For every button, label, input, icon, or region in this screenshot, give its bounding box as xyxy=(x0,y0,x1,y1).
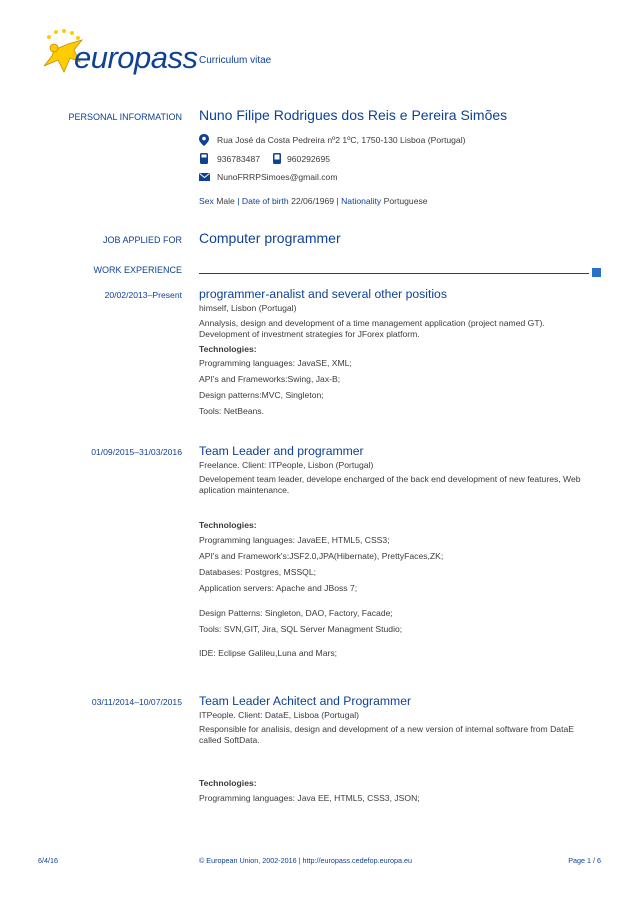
entry-employer: ITPeople. Client: DataE, Lisboa (Portugal) xyxy=(199,710,360,720)
tech-line: API's and Frameworks:Swing, Jax-B; xyxy=(199,374,341,384)
phone-icon xyxy=(200,153,208,164)
phone-1: 936783487 xyxy=(217,154,261,164)
location-pin-icon xyxy=(199,134,209,146)
footer-date: 6/4/16 xyxy=(38,856,58,865)
entry-description: Annalysis, design and development of a time management application (project named GT). Development of investment strategies for JForex platform. xyxy=(199,318,545,339)
sex-label: Sex xyxy=(199,196,214,206)
nationality-label: Nationality xyxy=(341,196,382,206)
separator: | xyxy=(237,196,240,206)
nationality-value: Portuguese xyxy=(383,196,428,206)
tech-line: Programming languages: Java EE, HTML5, CSS3, JSON; xyxy=(199,793,420,803)
tech-header: Technologies: xyxy=(199,778,257,788)
section-rule xyxy=(199,273,589,274)
entry-title: Team Leader and programmer xyxy=(199,444,364,458)
entry-date: 03/11/2014–10/07/2015 xyxy=(91,697,182,707)
entry-employer: himself, Lisbon (Portugal) xyxy=(199,303,297,313)
tech-line: Programming languages: JavaEE, HTML5, CSS3; xyxy=(199,535,390,545)
sex-value: Male xyxy=(216,196,235,206)
dob-label: Date of birth xyxy=(241,196,289,206)
tech-header: Technologies: xyxy=(199,520,257,530)
job-applied-label: JOB APPLIED FOR xyxy=(102,235,182,245)
email: NunoFRRPSimoes@gmail.com xyxy=(217,172,338,182)
mobile-icon xyxy=(273,153,281,164)
address: Rua José da Costa Pedreira nº2 1ºC, 1750-130 Lisboa (Portugal) xyxy=(217,135,466,145)
personal-details-row xyxy=(199,195,428,207)
entry-date: 20/02/2013–Present xyxy=(104,290,182,300)
tech-line: Design patterns:MVC, Singleton; xyxy=(199,390,324,400)
tech-line xyxy=(199,597,599,607)
tech-line: Application servers: Apache and JBoss 7; xyxy=(199,583,358,593)
job-applied-value: Computer programmer xyxy=(199,230,341,246)
tech-line: Tools: NetBeans. xyxy=(199,406,264,416)
footer-copyright: © European Union, 2002-2016 | http://europass.cedefop.europa.eu xyxy=(199,856,412,865)
work-entry xyxy=(199,287,599,421)
phone-2: 960292695 xyxy=(287,154,331,164)
tech-line: API's and Framework's:JSF2.0,JPA(Hibernate), PrettyFaces,ZK; xyxy=(199,551,444,561)
mail-icon xyxy=(199,173,210,181)
tech-line: Programming languages: JavaSE, XML; xyxy=(199,358,352,368)
tech-header: Technologies: xyxy=(199,344,257,354)
tech-line: Design Patterns: Singleton, DAO, Factory, Facade; xyxy=(199,608,393,618)
footer-page-number: Page 1 / 6 xyxy=(568,856,601,865)
tech-line: Databases: Postgres, MSSQL; xyxy=(199,567,317,577)
europass-wordmark: europass xyxy=(74,40,198,75)
work-experience-label: WORK EXPERIENCE xyxy=(93,265,182,275)
dob-value: 22/06/1969 xyxy=(291,196,335,206)
entry-description: Responsible for analisis, design and development of a new version of internal software from DataE called SoftData. xyxy=(199,724,574,745)
entry-title: Team Leader Achitect and Programmer xyxy=(199,694,412,708)
separator: | xyxy=(336,196,339,206)
work-entry xyxy=(199,694,599,808)
tech-line: Tools: SVN,GIT, Jira, SQL Server Managment Studio; xyxy=(199,624,403,634)
tech-line xyxy=(199,638,599,647)
entry-date: 01/09/2015–31/03/2016 xyxy=(91,447,182,457)
candidate-name: Nuno Filipe Rodrigues dos Reis e Pereira Simões xyxy=(199,107,508,123)
doc-label: Curriculum vitae xyxy=(199,55,272,66)
work-entry xyxy=(199,444,599,663)
section-rule-marker xyxy=(592,268,601,277)
entry-employer: Freelance. Client: ITPeople, Lisbon (Portugal) xyxy=(199,460,374,470)
tech-line: IDE: Eclipse Galileu,Luna and Mars; xyxy=(199,648,338,658)
entry-description: Developement team leader, develope encharged of the back end development of new features, Web aplication maintenance. xyxy=(199,474,581,495)
europass-logo xyxy=(34,28,198,88)
personal-section-label: PERSONAL INFORMATION xyxy=(68,112,182,122)
entry-title: programmer-analist and several other positios xyxy=(199,287,447,301)
